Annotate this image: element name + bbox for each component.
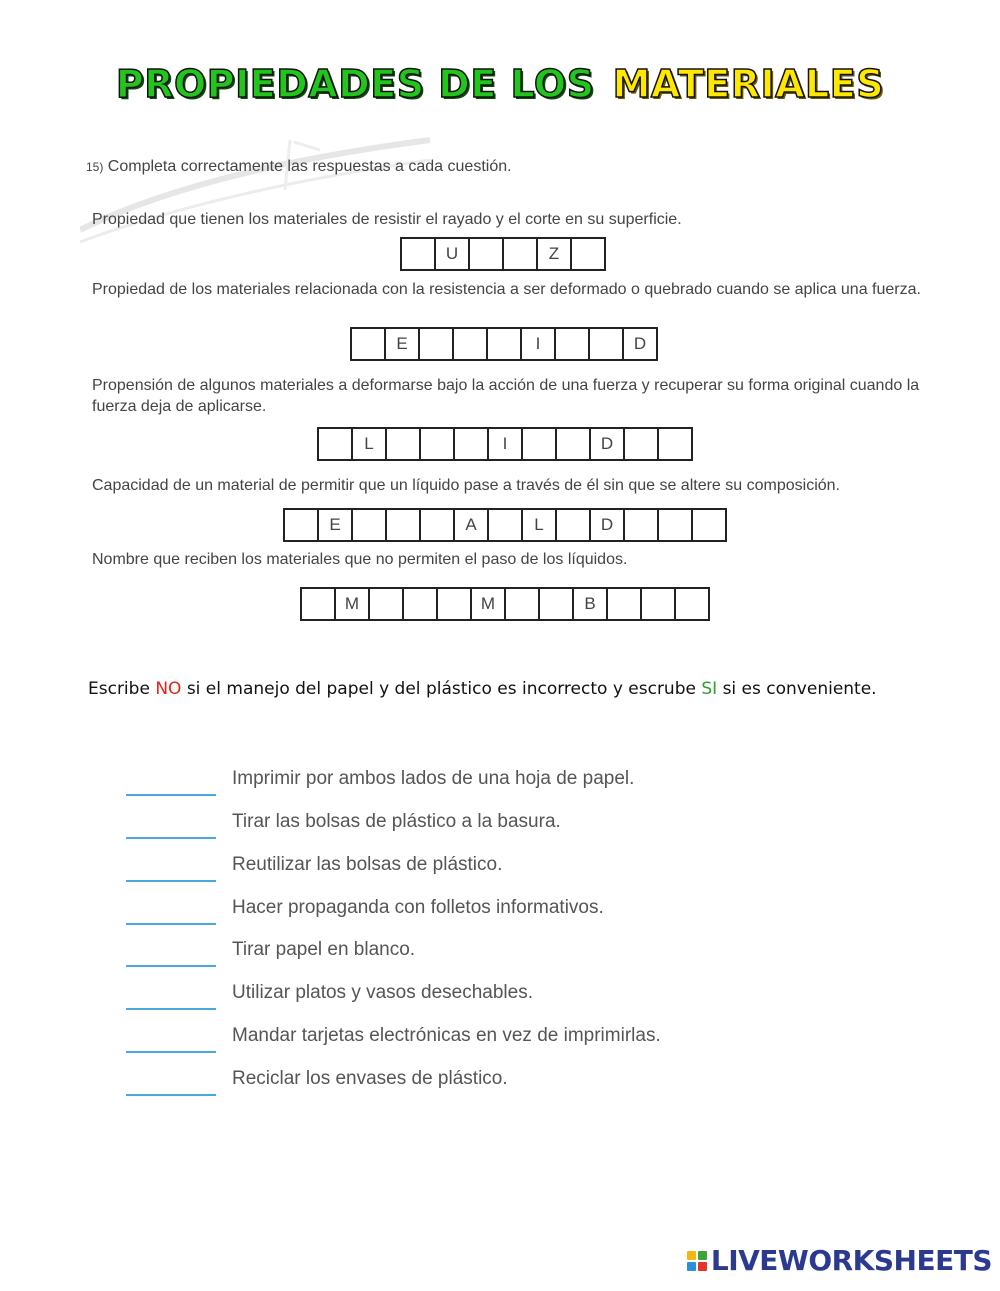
exercise-2-instruction bbox=[88, 679, 877, 699]
letter-cell[interactable]: Z bbox=[538, 237, 572, 271]
letter-cell[interactable] bbox=[572, 237, 606, 271]
instruction-part-after: si es conveniente. bbox=[717, 679, 877, 699]
letter-cell[interactable] bbox=[642, 587, 676, 621]
list-item-text: Hacer propaganda con folletos informativos. bbox=[232, 897, 604, 918]
letter-cell[interactable] bbox=[659, 508, 693, 542]
question-1-text: Propiedad que tienen los materiales de resistir el rayado y el corte en su superficie. bbox=[92, 211, 682, 228]
letter-cell[interactable] bbox=[421, 427, 455, 461]
list-item bbox=[126, 937, 415, 967]
letter-cell[interactable]: M bbox=[472, 587, 506, 621]
list-item bbox=[126, 766, 634, 796]
instruction-part-middle: si el manejo del papel y del plástico es incorrecto y escrube bbox=[181, 679, 702, 699]
liveworksheets-logo-icon bbox=[687, 1251, 707, 1271]
question-5-text: Nombre que reciben los materiales que no permiten el paso de los líquidos. bbox=[92, 551, 628, 568]
letter-cell[interactable] bbox=[488, 327, 522, 361]
exercise-number: 15) bbox=[86, 160, 104, 174]
letter-cell[interactable] bbox=[557, 508, 591, 542]
letter-cell[interactable]: U bbox=[436, 237, 470, 271]
letter-cell[interactable]: M bbox=[336, 587, 370, 621]
logo-square bbox=[698, 1251, 707, 1260]
letter-cell[interactable] bbox=[540, 587, 574, 621]
brand-name: LIVEWORKSHEETS bbox=[710, 1244, 992, 1277]
title-part-2: MATERIALES bbox=[612, 62, 885, 106]
letter-cell[interactable] bbox=[319, 427, 353, 461]
letter-cell[interactable]: A bbox=[455, 508, 489, 542]
answer-word-4 bbox=[283, 508, 727, 542]
letter-cell[interactable] bbox=[285, 508, 319, 542]
letter-cell[interactable] bbox=[454, 327, 488, 361]
answer-blank[interactable] bbox=[126, 943, 216, 967]
list-item-text: Tirar papel en blanco. bbox=[232, 939, 416, 960]
letter-cell[interactable] bbox=[420, 327, 454, 361]
logo-square bbox=[687, 1262, 696, 1271]
list-item bbox=[126, 852, 502, 882]
letter-cell[interactable] bbox=[302, 587, 336, 621]
worksheet-title bbox=[0, 62, 1000, 106]
letter-cell[interactable]: L bbox=[353, 427, 387, 461]
answer-blank[interactable] bbox=[126, 901, 216, 925]
list-item-text: Utilizar platos y vasos desechables. bbox=[232, 982, 533, 1003]
letter-cell[interactable] bbox=[676, 587, 710, 621]
list-item-text: Reutilizar las bolsas de plástico. bbox=[232, 854, 503, 875]
list-item-text: Imprimir por ambos lados de una hoja de papel. bbox=[232, 768, 635, 789]
list-item bbox=[126, 980, 533, 1010]
title-part-1: PROPIEDADES DE LOS bbox=[115, 62, 595, 106]
letter-cell[interactable] bbox=[489, 508, 523, 542]
instruction-si-word: SI bbox=[701, 679, 718, 699]
liveworksheets-brand[interactable] bbox=[687, 1244, 992, 1277]
exercise-1-instruction bbox=[86, 158, 512, 176]
instruction-part-before: Escribe bbox=[88, 679, 156, 699]
letter-cell[interactable] bbox=[470, 237, 504, 271]
question-4-text: Capacidad de un material de permitir que un líquido pase a través de él sin que se altere su composición. bbox=[92, 477, 840, 494]
letter-cell[interactable] bbox=[370, 587, 404, 621]
letter-cell[interactable]: I bbox=[489, 427, 523, 461]
letter-cell[interactable] bbox=[404, 587, 438, 621]
letter-cell[interactable] bbox=[625, 508, 659, 542]
list-item bbox=[126, 1066, 508, 1096]
list-item-text: Mandar tarjetas electrónicas en vez de imprimirlas. bbox=[232, 1025, 661, 1046]
letter-cell[interactable] bbox=[504, 237, 538, 271]
answer-blank[interactable] bbox=[126, 986, 216, 1010]
letter-cell[interactable]: D bbox=[591, 508, 625, 542]
letter-cell[interactable] bbox=[387, 427, 421, 461]
list-item bbox=[126, 895, 604, 925]
answer-word-2 bbox=[350, 327, 658, 361]
answer-blank[interactable] bbox=[126, 858, 216, 882]
watermark-graphic bbox=[80, 130, 440, 250]
question-2-text: Propiedad de los materiales relacionada con la resistencia a ser deformado o quebrado cuando se aplica una fuerza. bbox=[92, 281, 921, 298]
letter-cell[interactable] bbox=[421, 508, 455, 542]
answer-blank[interactable] bbox=[126, 1072, 216, 1096]
list-item-text: Reciclar los envases de plástico. bbox=[232, 1068, 508, 1089]
letter-cell[interactable] bbox=[523, 427, 557, 461]
answer-blank[interactable] bbox=[126, 772, 216, 796]
answer-word-3 bbox=[317, 427, 693, 461]
letter-cell[interactable] bbox=[506, 587, 540, 621]
letter-cell[interactable] bbox=[557, 427, 591, 461]
letter-cell[interactable] bbox=[556, 327, 590, 361]
exercise-1-instruction-text: Completa correctamente las respuestas a cada cuestión. bbox=[107, 158, 512, 175]
letter-cell[interactable]: E bbox=[386, 327, 420, 361]
list-item bbox=[126, 809, 561, 839]
letter-cell[interactable] bbox=[693, 508, 727, 542]
letter-cell[interactable]: I bbox=[522, 327, 556, 361]
letter-cell[interactable] bbox=[353, 508, 387, 542]
letter-cell[interactable]: B bbox=[574, 587, 608, 621]
letter-cell[interactable] bbox=[387, 508, 421, 542]
letter-cell[interactable] bbox=[438, 587, 472, 621]
letter-cell[interactable]: E bbox=[319, 508, 353, 542]
letter-cell[interactable]: L bbox=[523, 508, 557, 542]
letter-cell[interactable]: D bbox=[591, 427, 625, 461]
letter-cell[interactable] bbox=[455, 427, 489, 461]
letter-cell[interactable] bbox=[590, 327, 624, 361]
answer-word-1 bbox=[400, 237, 606, 271]
logo-square bbox=[698, 1262, 707, 1271]
answer-blank[interactable] bbox=[126, 1029, 216, 1053]
letter-cell[interactable] bbox=[402, 237, 436, 271]
answer-blank[interactable] bbox=[126, 815, 216, 839]
letter-cell[interactable] bbox=[608, 587, 642, 621]
letter-cell[interactable] bbox=[625, 427, 659, 461]
logo-square bbox=[687, 1251, 696, 1260]
letter-cell[interactable] bbox=[659, 427, 693, 461]
answer-word-5 bbox=[300, 587, 710, 621]
letter-cell[interactable] bbox=[352, 327, 386, 361]
list-item-text: Tirar las bolsas de plástico a la basura. bbox=[232, 811, 561, 832]
instruction-no-word: NO bbox=[155, 679, 182, 699]
question-3-text: Propensión de algunos materiales a deformarse bajo la acción de una fuerza y recuperar su forma original cuando la fuerza deja de aplicarse. bbox=[92, 377, 920, 415]
list-item bbox=[126, 1023, 661, 1053]
letter-cell[interactable]: D bbox=[624, 327, 658, 361]
